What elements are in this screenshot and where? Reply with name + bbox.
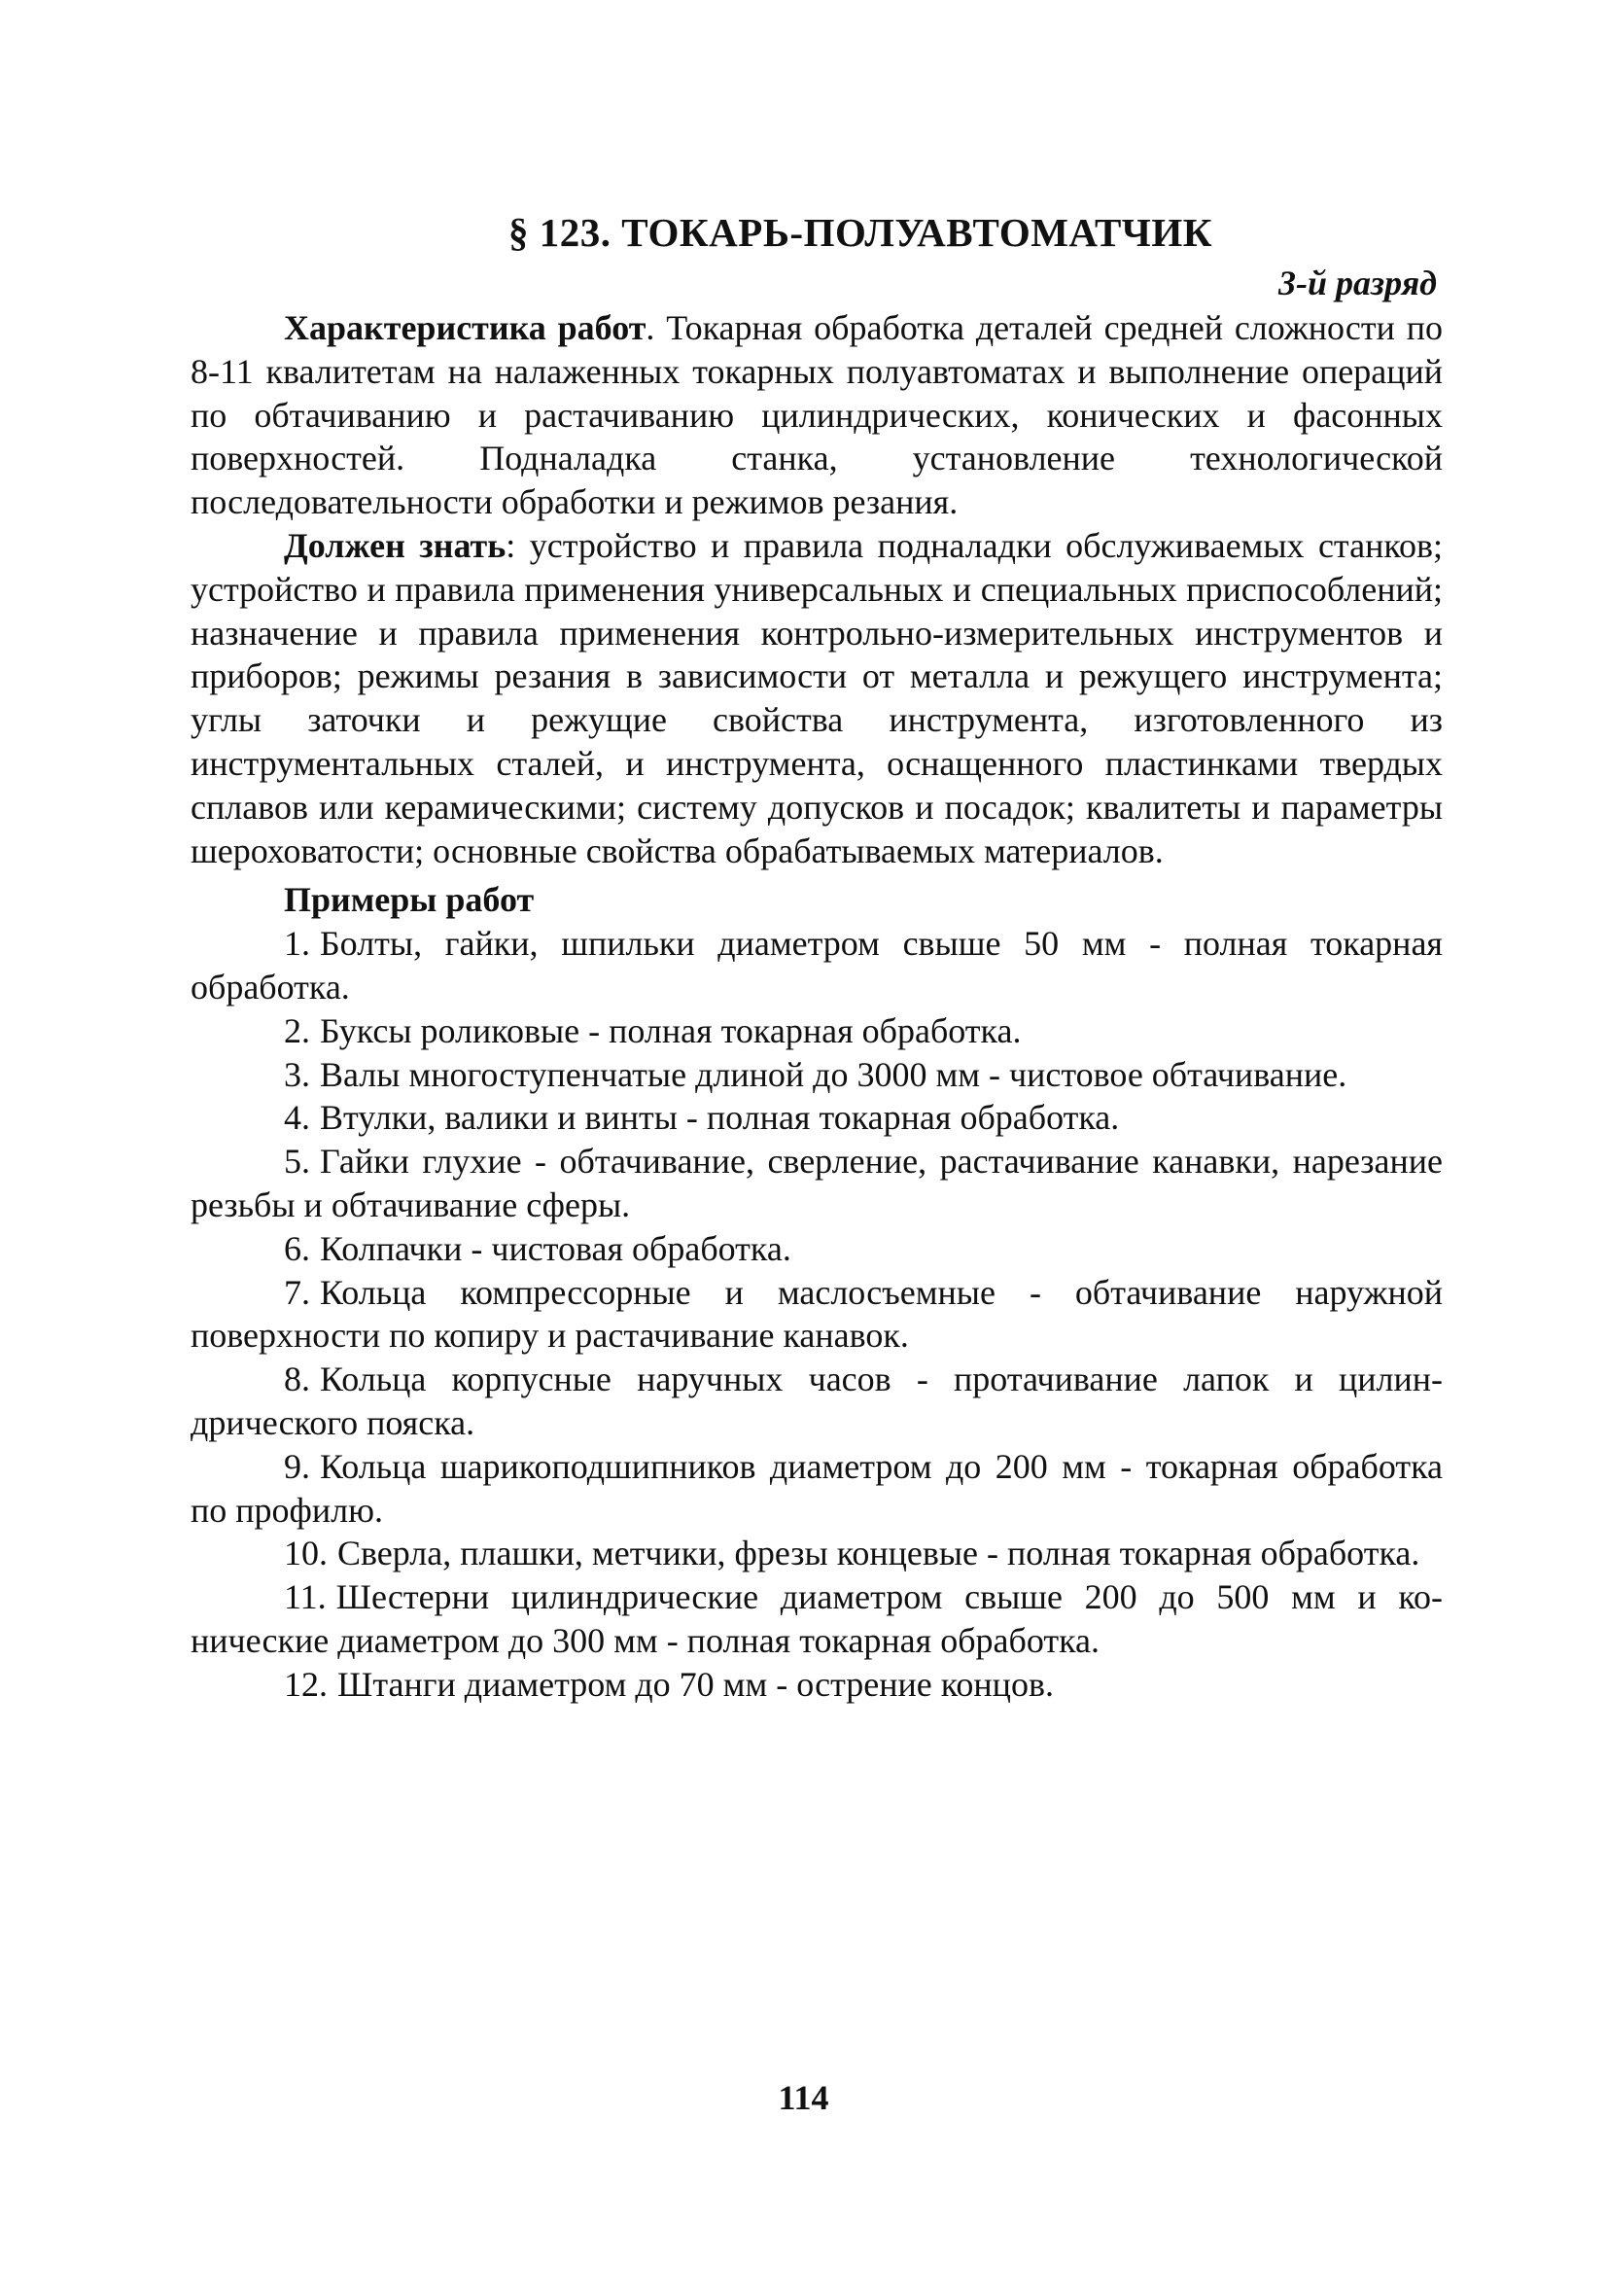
document-page xyxy=(191,209,1443,1707)
item-text: Валы многоступенчатые длиной до 3000 мм - чистовое обтачивание. xyxy=(320,1054,1347,1094)
list-item xyxy=(191,1009,1443,1053)
list-item xyxy=(191,1227,1443,1271)
characteristics-text: . Токарная обработка деталей средней сложности по 8-11 квалитетам на налаженных токарных полуавтоматах и выполнение операций по обтачиванию и растачиванию цилиндрических, конических и фасонных поверхностей. Подналадка станка, установление технологической последовательности обработки и режимов резания. xyxy=(191,308,1444,522)
item-number: 8. xyxy=(284,1360,310,1399)
examples-list xyxy=(191,922,1443,1706)
item-number: 11. xyxy=(284,1577,327,1617)
section-title: § 123. ТОКАРЬ-ПОЛУАВТОМАТЧИК xyxy=(507,210,1212,255)
list-item xyxy=(191,1445,1443,1533)
list-item xyxy=(191,1140,1443,1227)
item-text: Втулки, валики и винты - полная токарная обработка. xyxy=(320,1098,1120,1138)
item-text: Гайки глухие - обтачивание, сверление, растачивание канавки, нарезание резьбы и обтачивание сферы. xyxy=(191,1142,1443,1224)
item-text: Кольца шарикоподшипников диаметром до 200 мм - токарная обработка по профилю. xyxy=(191,1446,1443,1530)
item-text: Сверла, плашки, метчики, фрезы концевые - полная токарная обработка. xyxy=(337,1534,1420,1573)
item-number: 7. xyxy=(284,1272,310,1312)
item-number: 10. xyxy=(284,1534,328,1573)
item-number: 2. xyxy=(284,1010,310,1050)
characteristics-label: Характеристика работ xyxy=(284,308,646,347)
item-number: 6. xyxy=(284,1228,310,1268)
item-number: 4. xyxy=(284,1098,310,1138)
knowledge-paragraph xyxy=(191,524,1443,872)
list-item xyxy=(191,1096,1443,1140)
item-number: 12. xyxy=(284,1664,328,1704)
item-text: Колпачки - чистовая обработка. xyxy=(320,1228,791,1268)
list-item xyxy=(191,1271,1443,1359)
item-text: Шестерни цилиндрические диаметром свыше 200 до 500 мм и конические диаметром до 300 мм - полная токарная обработка. xyxy=(191,1577,1443,1660)
item-number: 3. xyxy=(284,1054,310,1094)
list-item xyxy=(191,1575,1443,1663)
item-number: 1. xyxy=(284,924,310,964)
page-number: 114 xyxy=(778,2078,829,2117)
item-number: 9. xyxy=(284,1446,310,1486)
knowledge-text: : устройство и правила подналадки обслуживаемых станков; устройство и правила применения универсальных и специальных приспособлений; назначение и правила применения контрольно-измерительных инструментов и приборов; режимы резания в зависимости от металла и режущего инструмента; углы заточки и режущие свойства инструмента, изготовленного из инструментальных сталей, и инструмента, оснащенного пластинками твердых сплавов или керамическими; систему допусков и посадок; квалитеты и параметры шероховатости; основные свойства обрабатываемых материалов. xyxy=(191,525,1444,870)
list-item xyxy=(191,922,1443,1009)
knowledge-label: Должен знать xyxy=(284,525,507,565)
item-text: Кольца корпусные наручных часов - протачивание лапок и цилиндрического пояска. xyxy=(191,1360,1443,1442)
item-text: Штанги диаметром до 70 мм - острение концов. xyxy=(337,1664,1054,1704)
list-item xyxy=(191,1663,1443,1707)
item-text: Буксы роликовые - полная токарная обработка. xyxy=(320,1010,1022,1050)
characteristics-paragraph xyxy=(191,306,1443,524)
examples-heading: Примеры работ xyxy=(284,880,535,920)
list-item xyxy=(191,1358,1443,1445)
item-text: Кольца компрессорные и маслосъемные - обтачивание наружной поверхности по копиру и растачивание канавок. xyxy=(191,1272,1443,1356)
grade-label: 3-й разряд xyxy=(1278,264,1437,302)
list-item xyxy=(191,1532,1443,1575)
item-text: Болты, гайки, шпильки диаметром свыше 50 мм - полная токарная обработка. xyxy=(191,924,1443,1007)
item-number: 5. xyxy=(284,1142,310,1182)
list-item xyxy=(191,1053,1443,1097)
